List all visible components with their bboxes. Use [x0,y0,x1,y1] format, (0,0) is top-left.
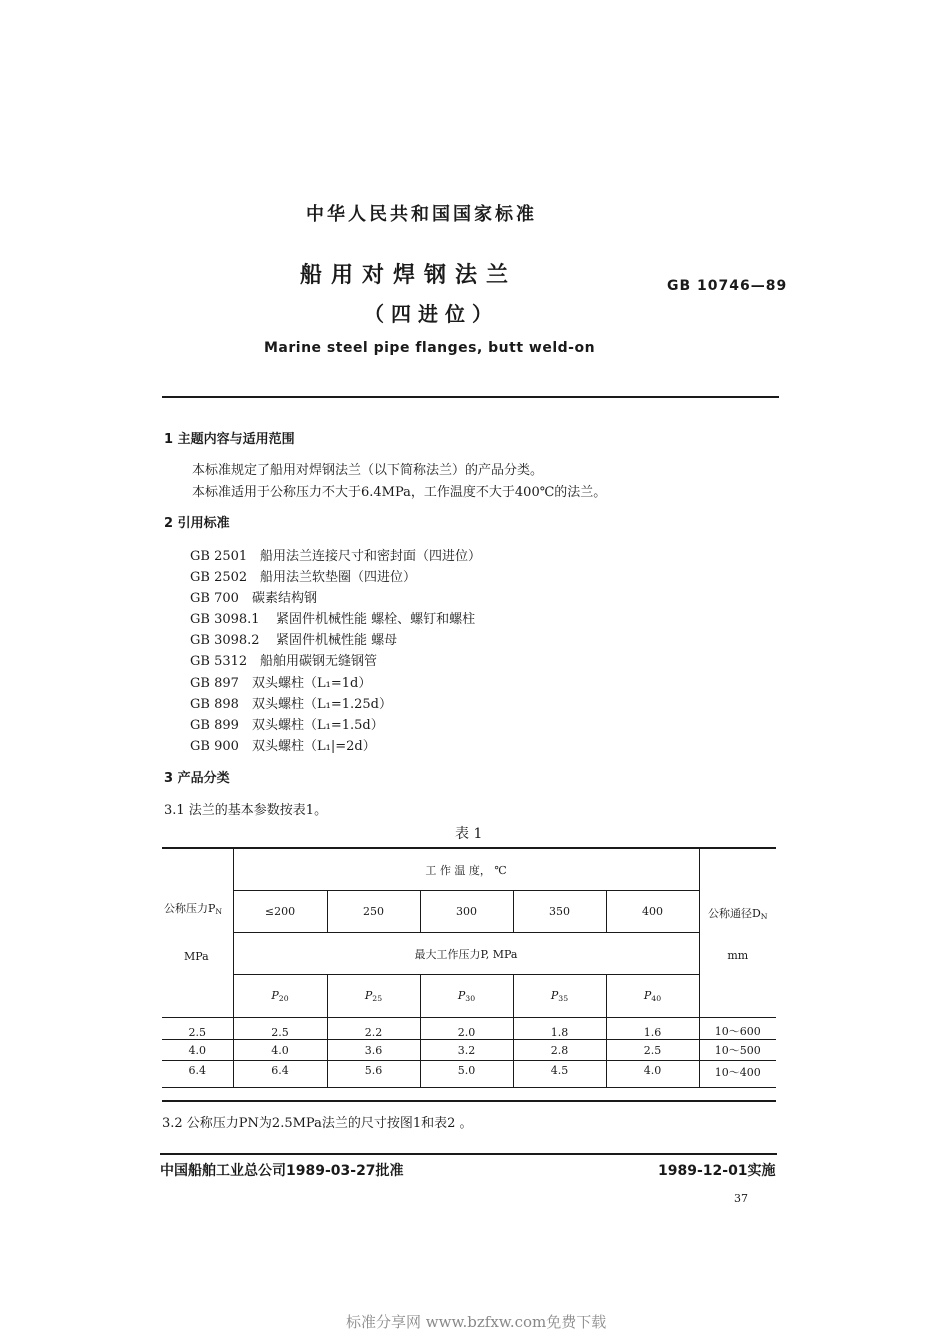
table-bottom-rule [162,1100,776,1102]
reference-code: GB 900 [190,739,239,754]
reference-code: GB 898 [190,697,239,712]
pn-header-cell [162,849,233,1018]
reference-code: GB 2501 [190,549,248,564]
watermark-text: 标准分享网 www.bzfxw.com免费下载 [346,1313,607,1331]
pressure-value: 3.2 [420,1040,513,1061]
pressure-value: 4.0 [606,1061,699,1088]
pressure-value: 1.6 [606,1018,699,1040]
section-3-heading: 3 产品分类 [164,771,230,786]
temperature-cell: 400 [606,891,699,933]
dn-label: 公称通径$D_N$ [707,906,768,921]
document-subtitle: （四进位） [364,302,499,326]
reference-name: 船用法兰连接尺寸和密封面（四进位） [260,549,482,564]
reference-name: 双头螺柱（L₁=1.5d） [252,718,384,733]
pressure-value: 2.8 [513,1040,606,1061]
pressure-symbol: $P_{20}$ [233,975,327,1018]
reference-item [190,693,392,712]
temperature-cell: 250 [327,891,420,933]
english-title: Marine steel pipe flanges, butt weld-on [264,340,596,356]
pressure-symbol: $P_{30}$ [420,975,513,1018]
pressure-value: 2.0 [420,1018,513,1040]
dn-range: 10～500 [699,1040,776,1061]
reference-item [190,714,384,733]
reference-code: GB 897 [190,676,239,691]
reference-name: 双头螺柱（L₁=1d） [252,676,372,691]
pn-value: 4.0 [162,1040,233,1061]
temperature-header: 工 作 温 度， ℃ [233,849,699,891]
pressure-value: 1.8 [513,1018,606,1040]
reference-code: GB 3098.2 [190,633,260,648]
reference-item [190,672,371,691]
section-1-para-1: 本标准规定了船用对焊钢法兰（以下简称法兰）的产品分类。 [192,463,544,478]
reference-name: 船用法兰软垫圈（四进位） [260,570,417,585]
reference-item [190,587,317,606]
reference-name: 船舶用碳钢无缝钢管 [260,654,378,669]
document-title: 船用对焊钢法兰 [300,263,518,288]
reference-code: GB 3098.1 [190,612,260,627]
dn-unit: mm [727,948,749,962]
temperature-cell: 300 [420,891,513,933]
footer-rule [160,1153,777,1155]
standard-number: GB 10746—89 [667,278,788,294]
implementation-date: 1989-12-01实施 [658,1163,776,1179]
dn-header-cell [699,849,776,1018]
pressure-value: 2.2 [327,1018,420,1040]
reference-code: GB 5312 [190,654,248,669]
approval-note: 中国船舶工业总公司1989-03-27批准 [160,1163,404,1179]
pn-value: 6.4 [162,1061,233,1088]
section-2-heading: 2 引用标准 [164,516,230,531]
header-rule [162,396,779,398]
pn-label: 公称压力$P_N$ [164,901,223,916]
table-caption: 表 1 [455,826,483,842]
table-top-rule [162,847,776,849]
dn-range: 10～400 [699,1061,776,1088]
reference-name: 碳素结构钢 [252,591,318,606]
pressure-symbol: $P_{25}$ [327,975,420,1018]
page-number: 37 [734,1192,748,1205]
pressure-value: 3.6 [327,1040,420,1061]
pn-value: 2.5 [162,1018,233,1040]
pressure-value: 2.5 [606,1040,699,1061]
reference-code: GB 2502 [190,570,248,585]
reference-code: GB 700 [190,591,239,606]
reference-name: 紧固件机械性能 螺栓、螺钉和螺柱 [276,612,476,627]
reference-name: 紧固件机械性能 螺母 [276,633,398,648]
pressure-value: 5.6 [327,1061,420,1088]
parameter-table [162,848,776,1088]
pn-unit: MPa [184,950,209,964]
reference-item [190,650,377,669]
temperature-cell: ≤200 [233,891,327,933]
pressure-value: 6.4 [233,1061,327,1088]
pressure-symbol: $P_{35}$ [513,975,606,1018]
reference-name: 双头螺柱（L₁|=2d） [252,739,376,754]
org-name: 中华人民共和国国家标准 [306,204,537,225]
reference-item [190,629,397,648]
section-3-2: 3.2 公称压力PN为2.5MPa法兰的尺寸按图1和表2 。 [162,1116,473,1131]
pressure-value: 4.5 [513,1061,606,1088]
section-1-para-2: 本标准适用于公称压力不大于6.4MPa，工作温度不大于400℃的法兰。 [192,485,607,500]
pressure-symbol: $P_{40}$ [606,975,699,1018]
temperature-cell: 350 [513,891,606,933]
reference-item [190,735,376,754]
reference-name: 双头螺柱（L₁=1.25d） [252,697,393,712]
reference-item [190,545,481,564]
reference-item [190,608,475,627]
pressure-value: 4.0 [233,1040,327,1061]
section-3-1: 3.1 法兰的基本参数按表1。 [164,803,328,818]
dn-range: 10～600 [699,1018,776,1040]
reference-code: GB 899 [190,718,239,733]
max-pressure-header: 最大工作压力P, MPa [233,933,699,975]
pressure-value: 5.0 [420,1061,513,1088]
reference-item [190,566,416,585]
pressure-value: 2.5 [233,1018,327,1040]
section-1-heading: 1 主题内容与适用范围 [164,432,295,447]
